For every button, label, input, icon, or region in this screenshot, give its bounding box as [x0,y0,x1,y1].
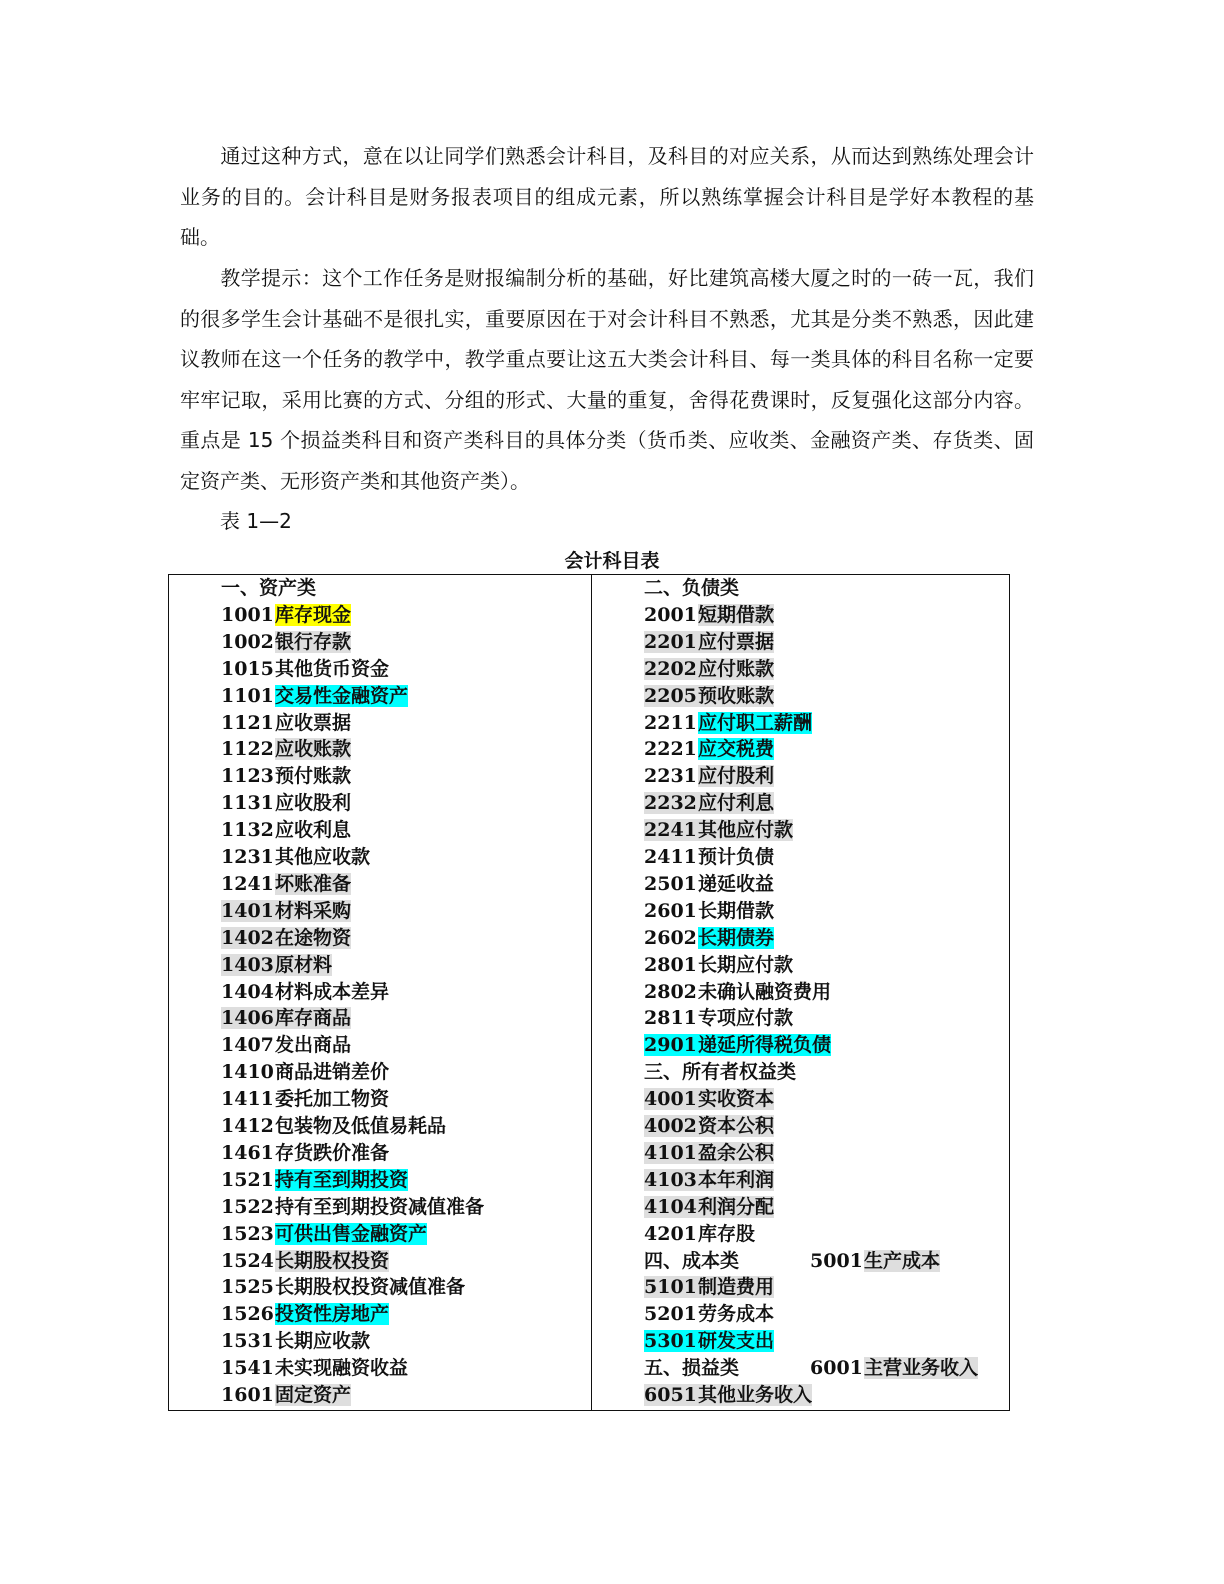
account-row [221,898,351,925]
account-name: 应付股利 [698,765,775,788]
account-code: 1412 [221,1115,274,1137]
account-row [810,1248,940,1275]
account-row [644,1032,831,1059]
account-name: 持有至到期投资 [275,1168,409,1191]
account-row [221,1005,351,1032]
account-name: 其他业务收入 [698,1384,813,1406]
account-code: 1523 [221,1222,274,1245]
account-code: 4103 [644,1168,697,1191]
account-name: 原材料 [275,953,333,976]
account-row [221,736,351,763]
account-code: 1132 [221,819,274,842]
accounting-subjects-table [168,574,1010,1411]
category-header: 一、资产类 [221,577,317,599]
account-name: 应付账款 [698,657,775,680]
account-row [221,844,370,871]
account-row [221,710,351,737]
account-name: 长期股权投资 [275,1249,390,1272]
account-code: 1002 [221,630,274,653]
account-row [221,1167,408,1194]
account-row [221,1328,370,1355]
account-code: 2201 [644,630,697,653]
account-name: 应收股利 [275,792,352,815]
table-title: 会计科目表 [564,550,660,572]
account-code: 2501 [644,872,697,895]
account-row [221,656,389,683]
account-name: 劳务成本 [698,1303,775,1326]
account-row [644,602,774,629]
account-name: 实收资本 [698,1088,775,1111]
table-caption: 表 1—2 [220,509,292,533]
account-row [221,1140,389,1167]
account-row [644,1005,793,1032]
account-name: 生产成本 [864,1249,941,1272]
account-code: 2901 [644,1034,697,1057]
account-code: 1525 [221,1276,274,1299]
account-row [221,763,351,790]
account-code: 1601 [221,1384,274,1406]
account-row [644,979,831,1006]
account-name: 主营业务收入 [864,1357,979,1380]
account-code: 2231 [644,765,697,788]
account-name: 递延所得税负债 [698,1034,832,1057]
account-code: 4101 [644,1141,697,1164]
account-name: 预计负债 [698,846,775,868]
account-name: 预付账款 [275,765,352,788]
account-code: 1522 [221,1195,274,1218]
account-name: 盈余公积 [698,1141,775,1164]
account-code: 5101 [644,1276,697,1299]
account-row [644,790,774,817]
account-row [644,763,774,790]
account-code: 1131 [221,792,274,815]
account-name: 利润分配 [698,1195,775,1218]
account-code: 1401 [221,899,274,922]
account-code: 5001 [810,1249,863,1272]
account-row [221,1113,446,1140]
account-code: 1541 [221,1357,274,1380]
account-code: 2221 [644,738,697,761]
account-code: 2602 [644,926,697,949]
account-name: 制造费用 [698,1276,775,1299]
account-name: 长期借款 [698,899,775,922]
account-name: 应交税费 [698,738,775,761]
account-code: 1521 [221,1168,274,1191]
account-code: 5301 [644,1330,697,1353]
account-row [221,1194,484,1221]
account-row [644,1140,774,1167]
account-name: 长期应收款 [275,1330,371,1353]
account-row [644,1301,774,1328]
account-row [221,1301,389,1328]
account-row [644,898,774,925]
account-name: 其他货币资金 [275,657,390,680]
account-name: 应付利息 [698,792,775,815]
account-name: 投资性房地产 [275,1303,390,1326]
account-code: 1231 [221,846,274,868]
account-row [644,1194,774,1221]
account-code: 2811 [644,1007,697,1030]
account-name: 其他应付款 [698,819,794,842]
liabilities-equity-column [592,575,1009,1410]
account-name: 发出商品 [275,1034,352,1057]
account-row [221,683,408,710]
account-name: 应付票据 [698,630,775,653]
account-name: 短期借款 [698,603,775,626]
account-row [644,1113,774,1140]
category-header: 三、所有者权益类 [644,1061,797,1084]
account-name: 库存商品 [275,1007,352,1030]
account-name: 研发支出 [698,1330,775,1353]
account-code: 4002 [644,1115,697,1137]
account-code: 4104 [644,1195,697,1218]
account-row [644,1221,755,1248]
account-name: 应收票据 [275,711,352,734]
account-name: 预收账款 [698,684,775,707]
account-code: 1001 [221,603,274,626]
account-name: 其他应收款 [275,846,371,868]
account-code: 5201 [644,1303,697,1326]
account-row [644,844,774,871]
account-code: 1121 [221,711,274,734]
account-row [221,790,351,817]
account-code: 2802 [644,980,697,1003]
account-name: 资本公积 [698,1115,775,1137]
account-name: 库存现金 [275,603,352,626]
account-code: 1123 [221,765,274,788]
account-row [221,1221,427,1248]
account-row [644,1086,774,1113]
account-row [221,1032,351,1059]
account-name: 材料采购 [275,899,352,922]
account-name: 坏账准备 [275,872,352,895]
account-row [221,817,351,844]
account-row [644,736,774,763]
account-row [221,1059,389,1086]
account-name: 递延收益 [698,872,775,895]
account-row [221,1355,408,1382]
account-code: 6051 [644,1384,697,1406]
account-row [644,1328,774,1355]
account-code: 4001 [644,1088,697,1111]
account-code: 1015 [221,657,274,680]
account-row [644,1382,812,1409]
account-row [221,602,351,629]
account-name: 持有至到期投资减值准备 [275,1195,485,1218]
account-row [221,1382,351,1409]
account-row [221,925,351,952]
account-name: 长期股权投资减值准备 [275,1276,466,1299]
account-code: 2241 [644,819,697,842]
account-row [644,1274,774,1301]
account-name: 存货跌价准备 [275,1141,390,1164]
account-name: 在途物资 [275,926,352,949]
account-code: 1122 [221,738,274,761]
account-row [221,871,351,898]
account-name: 应收账款 [275,738,352,761]
account-name: 可供出售金融资产 [275,1222,428,1245]
account-row [221,629,351,656]
account-code: 2232 [644,792,697,815]
account-code: 2001 [644,603,697,626]
account-name: 应付职工薪酬 [698,711,813,734]
account-row [644,710,812,737]
account-code: 1407 [221,1034,274,1057]
account-name: 银行存款 [275,630,352,653]
account-row [221,979,389,1006]
account-code: 1402 [221,926,274,949]
account-row [644,656,774,683]
category-header: 四、成本类 [644,1249,740,1272]
account-row [644,683,774,710]
intro-paragraph: 通过这种方式，意在以让同学们熟悉会计科目，及科目的对应关系，从而达到熟练处理会计业务的目的。会计科目是财务报表项目的组成元素，所以熟练掌握会计科目是学好本教程的基础。 [180,144,1034,249]
teaching-tip-paragraph: 教学提示：这个工作任务是财报编制分析的基础，好比建筑高楼大厦之时的一砖一瓦，我们的很多学生会计基础不是很扎实，重要原因在于对会计科目不熟悉，尤其是分类不熟悉，因此建议教师在这一个任务的教学中，教学重点要让这五大类会计科目、每一类具体的科目名称一定要牢牢记取，采用比赛的方式、分组的形式、大量的重复，舍得花费课时，反复强化这部分内容。重点是 15 个损益类科目和资产类科目的具体分类（货币类、应收类、金融资产类、存货类、固定资产类、无形资产类和其他资产类）。 [180,266,1034,493]
account-code: 1411 [221,1088,274,1111]
account-code: 1403 [221,953,274,976]
account-row [221,1248,389,1275]
category-header: 二、负债类 [644,577,740,599]
account-code: 1526 [221,1303,274,1326]
account-row [644,629,774,656]
account-name: 长期债券 [698,926,775,949]
category-header: 五、损益类 [644,1357,740,1380]
account-name: 长期应付款 [698,953,794,976]
account-code: 1410 [221,1061,274,1084]
account-name: 库存股 [698,1222,756,1245]
account-code: 6001 [810,1357,863,1380]
account-row [644,925,774,952]
account-name: 商品进销差价 [275,1061,390,1084]
account-name: 专项应付款 [698,1007,794,1030]
account-code: 1531 [221,1330,274,1353]
account-code: 2202 [644,657,697,680]
account-row [221,952,332,979]
account-code: 2411 [644,846,697,868]
account-code: 1101 [221,684,274,707]
account-name: 未确认融资费用 [698,980,832,1003]
account-code: 2801 [644,953,697,976]
assets-column [169,575,592,1410]
account-row [644,871,774,898]
account-code: 4201 [644,1222,697,1245]
account-code: 2205 [644,684,697,707]
account-row [644,817,793,844]
account-row [644,952,793,979]
account-code: 1241 [221,872,274,895]
account-name: 未实现融资收益 [275,1357,409,1380]
account-name: 包装物及低值易耗品 [275,1115,447,1137]
account-name: 材料成本差异 [275,980,390,1003]
account-code: 2211 [644,711,697,734]
account-name: 本年利润 [698,1168,775,1191]
account-row [221,1086,389,1113]
account-row [810,1355,978,1382]
account-name: 交易性金融资产 [275,684,409,707]
account-row [221,1274,465,1301]
account-name: 应收利息 [275,819,352,842]
account-code: 1404 [221,980,274,1003]
account-code: 1524 [221,1249,274,1272]
account-name: 委托加工物资 [275,1088,390,1111]
account-name: 固定资产 [275,1384,352,1406]
account-row [644,1167,774,1194]
account-code: 1461 [221,1141,274,1164]
account-code: 2601 [644,899,697,922]
account-code: 1406 [221,1007,274,1030]
